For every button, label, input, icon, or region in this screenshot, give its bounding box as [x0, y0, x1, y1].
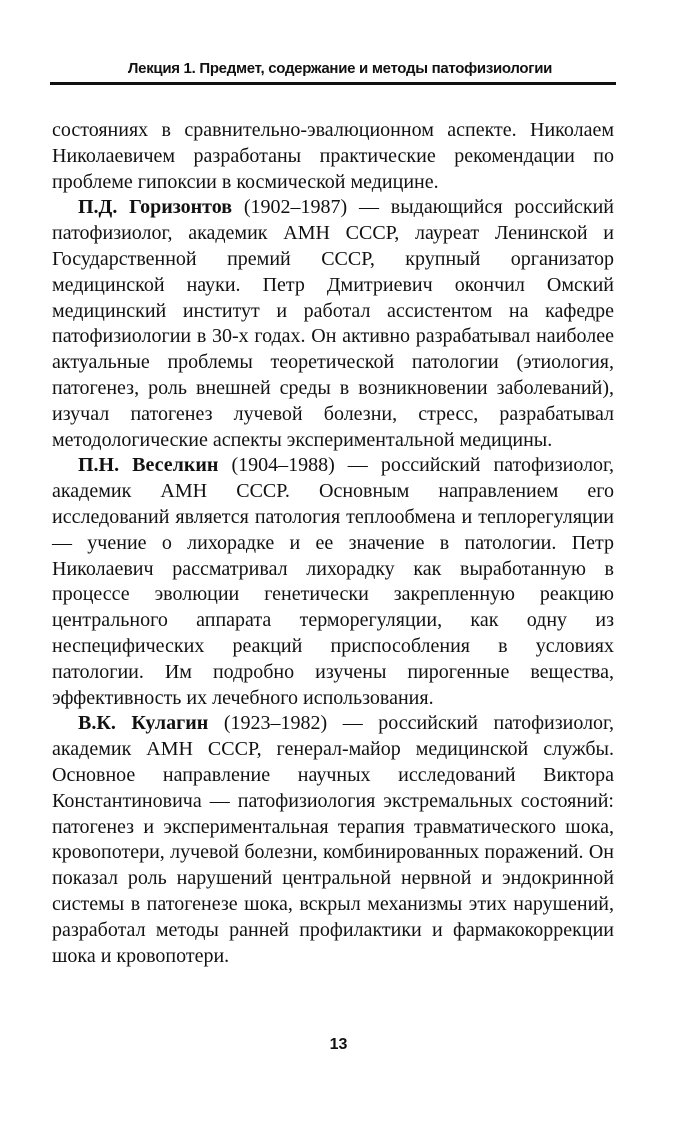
- page-body: [52, 118, 614, 969]
- entry-paragraph-gorizontov: [52, 195, 614, 453]
- entry-name: В.К. Кулагин: [78, 712, 209, 735]
- page-number: 13: [329, 1036, 348, 1053]
- header-rule: [50, 82, 616, 85]
- entry-text: (1923–1982) — российский патофизиолог, академик АМН СССР, генерал-майор медицинской службы. Основное направление научных исследований Виктора Константиновича — патофизиология экстремальных состояний: патогенез и экспериментальная терапия травматического шока, кровопотери, лучевой болезни, комбинированных поражений. Он показал роль нарушений центральной нервной и эндокринной системы в патогенезе шока, вскрыл механизмы этих нарушений, разработал методы ранней профилактики и фармакокоррекции шока и кровопотери.: [52, 712, 615, 967]
- entry-text: (1902–1987) — выдающийся российский патофизиолог, академик АМН СССР, лауреат Ленинской и Государственной премий СССР, крупный организатор медицинской науки. Петр Дмитриевич окончил Омский медицинский институт и работал ассистентом на кафедре патофизиологии в 30-х годах. Он активно разрабатывал наиболее актуальные проблемы теоретической патологии (этиология, патогенез, роль внешней среды в возникновении заболеваний), изучал патогенез лучевой болезни, стресс, разрабатывал методологические аспекты экспериментальной медицины.: [52, 196, 614, 451]
- running-header: Лекция 1. Предмет, содержание и методы патофизиологии: [127, 60, 553, 77]
- entry-text: (1904–1988) — российский патофизиолог, академик АМН СССР. Основным направлением его исследований является патология теплообмена и теплорегуляции — учение о лихорадке и ее значение в патологии. Петр Николаевич рассматривал лихорадку как выработанную в процессе эволюции генетически закрепленную реакцию центрального аппарата терморегуляции, как одну из неспецифических реакций приспособления в условиях патологии. Им подробно изучены пирогенные вещества, эффективность их лечебного использования.: [52, 454, 614, 709]
- entry-paragraph-veselkin: [52, 453, 614, 711]
- entry-name: П.Н. Веселкин: [78, 454, 219, 477]
- entry-name: П.Д. Горизонтов: [78, 196, 233, 219]
- continuation-paragraph: состояниях в сравнительно-эвалюционном аспекте. Николаем Николаевичем разработаны практические рекомендации по проблеме гипоксии в космической медицине.: [52, 119, 614, 193]
- entry-paragraph-kulagin: [52, 711, 614, 969]
